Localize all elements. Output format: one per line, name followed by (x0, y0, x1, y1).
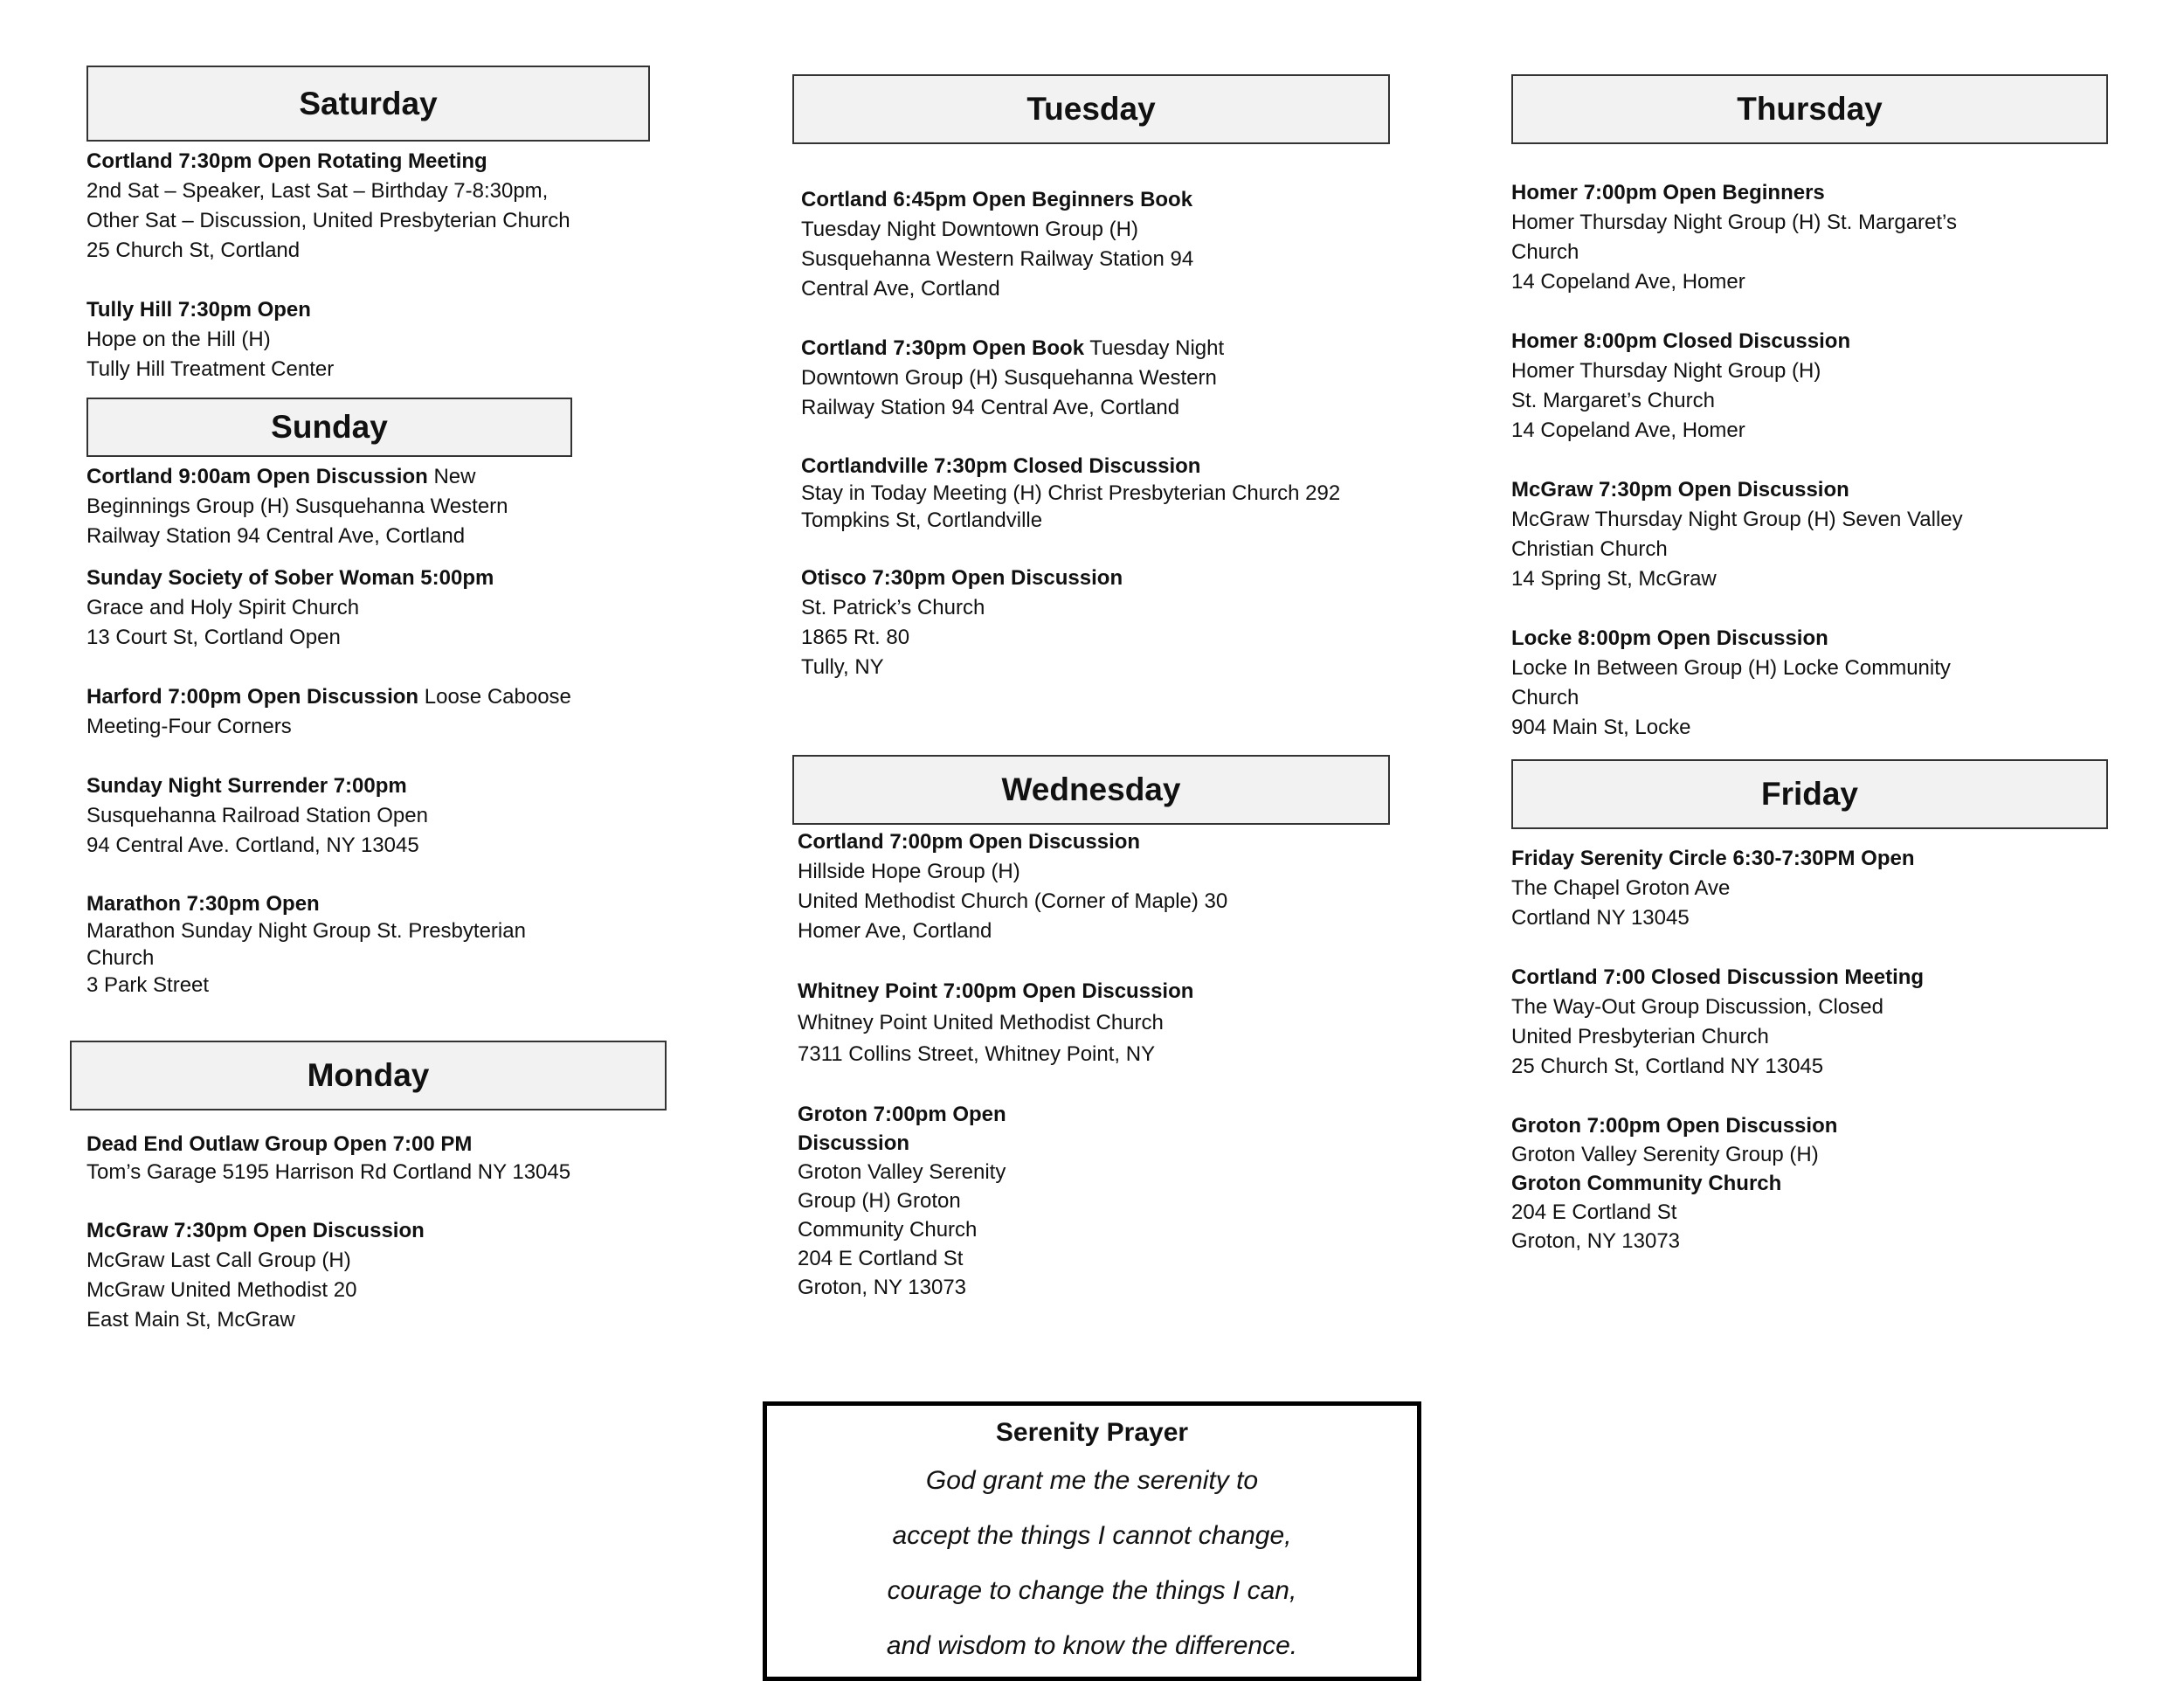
meeting-entry (86, 564, 576, 653)
tuesday-header: Tuesday (792, 74, 1390, 144)
meeting-title: McGraw 7:30pm Open Discussion (86, 1219, 425, 1242)
thursday-header: Thursday (1511, 74, 2108, 144)
meeting-title: Whitney Point 7:00pm Open Discussion (798, 979, 1194, 1003)
meeting-entry (86, 890, 576, 999)
meeting-title: Marathon 7:30pm Open (86, 892, 320, 916)
meeting-entry (798, 976, 1383, 1070)
meeting-entry (86, 682, 576, 742)
meeting-title: Cortland 9:00am Open Discussion (86, 465, 428, 488)
meeting-detail: Locke In Between Group (H) Locke Community Church (1511, 656, 1951, 709)
meeting-entry (86, 462, 576, 551)
meeting-entry (798, 827, 1383, 946)
meeting-entry (801, 334, 1255, 423)
meeting-detail: Groton Community Church (1511, 1172, 1782, 1195)
meeting-title: Cortland 6:45pm Open Beginners Book (801, 188, 1193, 211)
meeting-title: Cortland 7:00 Closed Discussion Meeting (1511, 965, 1925, 989)
prayer-line: and wisdom to know the difference. (886, 1631, 1298, 1660)
meeting-title: McGraw 7:30pm Open Discussion (1511, 478, 1849, 502)
meeting-detail: Groton Valley Serenity Group (H) (1511, 1143, 1819, 1166)
meeting-detail: Railway Station 94 Central Ave, Cortland (86, 524, 466, 548)
meeting-title: Groton 7:00pm Open Discussion (1511, 1114, 1838, 1138)
meeting-detail: The Chapel Groton Ave (1511, 876, 1731, 900)
friday-header: Friday (1511, 759, 2108, 829)
meeting-detail: 14 Spring St, McGraw (1511, 567, 1717, 591)
meeting-title: Sunday Night Surrender 7:00pm (86, 774, 407, 798)
meeting-entry (801, 453, 1386, 534)
meeting-detail: 204 E Cortland St (798, 1247, 964, 1270)
meeting-detail: 904 Main St, Locke (1511, 716, 1691, 739)
meeting-detail: St. Margaret’s Church (1511, 389, 1715, 412)
meeting-detail: Other Sat – Discussion, United Presbyterian Church (86, 209, 570, 232)
meeting-detail: 25 Church St, Cortland (86, 239, 301, 262)
meeting-title: Tully Hill 7:30pm Open (86, 298, 311, 322)
meeting-detail: 204 E Cortland St (1511, 1200, 1677, 1224)
meeting-entry (1511, 475, 2001, 594)
thursday-meetings (1511, 178, 2001, 772)
meeting-detail: Groton, NY 13073 (1511, 1229, 1681, 1253)
wednesday-header: Wednesday (792, 755, 1390, 825)
meeting-detail: Homer Thursday Night Group (H) (1511, 359, 1821, 383)
meeting-detail: Marathon Sunday Night Group St. Presbyterian Church (86, 919, 526, 970)
meeting-detail: Tully Hill Treatment Center (86, 357, 335, 381)
meeting-title: Groton 7:00pm Open Discussion (798, 1103, 1006, 1155)
friday-meetings (1511, 844, 2035, 1285)
meeting-detail: Homer Ave, Cortland (798, 919, 992, 943)
meeting-detail: United Methodist Church (Corner of Maple) 30 (798, 889, 1228, 913)
meeting-title: Homer 7:00pm Open Beginners (1511, 181, 1825, 204)
tuesday-meetings (801, 185, 1386, 712)
meeting-title: Friday Serenity Circle 6:30-7:30PM Open (1511, 847, 1915, 870)
serenity-prayer-box (763, 1401, 1421, 1681)
saturday-header: Saturday (86, 66, 650, 142)
meeting-detail: Susquehanna Railroad Station Open (86, 804, 428, 827)
meeting-detail: East Main St, McGraw (86, 1308, 295, 1332)
meeting-detail: 14 Copeland Ave, Homer (1511, 419, 1745, 442)
meeting-title: Otisco 7:30pm Open Discussion (801, 566, 1123, 590)
meeting-detail: Tully, NY (801, 655, 884, 679)
meeting-entry (86, 1131, 576, 1186)
meeting-detail: Cortland NY 13045 (1511, 906, 1690, 930)
meeting-entry (1511, 178, 2001, 297)
meeting-detail: Tom’s Garage 5195 Harrison Rd Cortland NY 13045 (86, 1160, 571, 1184)
meeting-title: Cortland 7:30pm Open Rotating Meeting (86, 149, 487, 173)
meeting-title: Dead End Outlaw Group Open 7:00 PM (86, 1132, 473, 1156)
meeting-detail: 2nd Sat – Speaker, Last Sat – Birthday 7-8:30pm, (86, 179, 549, 203)
meeting-entry (1511, 327, 2001, 446)
meeting-detail: Whitney Point United Methodist Church (798, 1011, 1164, 1034)
meeting-title: Sunday Society of Sober Woman 5:00pm (86, 566, 494, 590)
monday-header: Monday (70, 1041, 667, 1110)
meeting-detail: Grace and Holy Spirit Church (86, 596, 360, 619)
meeting-detail: Hope on the Hill (H) (86, 328, 271, 351)
prayer-line: courage to change the things I can, (887, 1576, 1297, 1605)
meeting-detail: Susquehanna Western Railway Station 94 (801, 247, 1194, 271)
meeting-title: Cortland 7:00pm Open Discussion (798, 830, 1141, 854)
meeting-title: Harford 7:00pm Open Discussion (86, 685, 419, 709)
meeting-entry (86, 771, 576, 861)
meeting-entry (1511, 624, 2001, 743)
meeting-detail: St. Patrick’s Church (801, 596, 985, 619)
meeting-detail: 7311 Collins Street, Whitney Point, NY (798, 1042, 1156, 1066)
prayer-title: Serenity Prayer (995, 1418, 1189, 1447)
meeting-detail: Groton, NY 13073 (798, 1276, 967, 1299)
meeting-detail: New Beginnings Group (H) Susquehanna Western (86, 465, 508, 518)
meeting-entry (1511, 844, 2035, 933)
meeting-detail: 94 Central Ave. Cortland, NY 13045 (86, 834, 419, 857)
meeting-detail: 3 Park Street (86, 973, 210, 997)
meeting-detail: Loose Caboose Meeting-Four Corners (86, 685, 571, 738)
meeting-detail: The Way-Out Group Discussion, Closed (1511, 995, 1883, 1019)
saturday-meetings (86, 147, 654, 414)
prayer-text (767, 1453, 1417, 1673)
meeting-title: Cortlandville 7:30pm Closed Discussion (801, 454, 1201, 478)
sunday-header: Sunday (86, 398, 572, 457)
meeting-entry (798, 1100, 1042, 1302)
meeting-title: Homer 8:00pm Closed Discussion (1511, 329, 1851, 353)
meeting-detail: Stay in Today Meeting (H) Christ Presbyterian Church 292 Tompkins St, Cortlandville (801, 481, 1341, 532)
meeting-detail: 14 Copeland Ave, Homer (1511, 270, 1745, 294)
meeting-detail: Groton Valley Serenity Group (H) Groton Community Church (798, 1160, 1006, 1242)
meeting-entry (86, 1216, 576, 1335)
meeting-detail: McGraw United Methodist 20 (86, 1278, 357, 1302)
meeting-detail: McGraw Thursday Night Group (H) Seven Valley Christian Church (1511, 508, 1963, 561)
meeting-detail: Tuesday Night Downtown Group (H) (801, 218, 1138, 241)
meeting-detail: McGraw Last Call Group (H) (86, 1249, 351, 1272)
prayer-line: God grant me the serenity to (925, 1466, 1259, 1495)
meeting-detail: United Presbyterian Church (1511, 1025, 1769, 1048)
meeting-detail: 1865 Rt. 80 (801, 626, 910, 649)
monday-meetings (86, 1131, 576, 1365)
meeting-title: Cortland 7:30pm Open Book (801, 336, 1085, 360)
meeting-detail: Homer Thursday Night Group (H) St. Margaret’s Church (1511, 211, 1957, 264)
meeting-detail: Hillside Hope Group (H) (798, 860, 1020, 883)
meeting-entry (1511, 1111, 2035, 1256)
meeting-entry (801, 564, 1386, 682)
meeting-detail: Central Ave, Cortland (801, 277, 1000, 301)
meeting-detail: 25 Church St, Cortland NY 13045 (1511, 1055, 1824, 1078)
meeting-entry (86, 147, 654, 266)
wednesday-meetings (798, 827, 1383, 1332)
meeting-entry (801, 185, 1386, 304)
meeting-detail: 13 Court St, Cortland Open (86, 626, 341, 649)
sunday-meetings (86, 462, 576, 1028)
meeting-detail: Tuesday Night Downtown Group (H) Susquehanna Western Railway Station 94 Central Ave, Cortland (801, 336, 1225, 419)
prayer-line: accept the things I cannot change, (892, 1521, 1292, 1550)
meeting-entry (86, 295, 654, 384)
meeting-title: Locke 8:00pm Open Discussion (1511, 626, 1828, 650)
meeting-entry (1511, 963, 2035, 1082)
